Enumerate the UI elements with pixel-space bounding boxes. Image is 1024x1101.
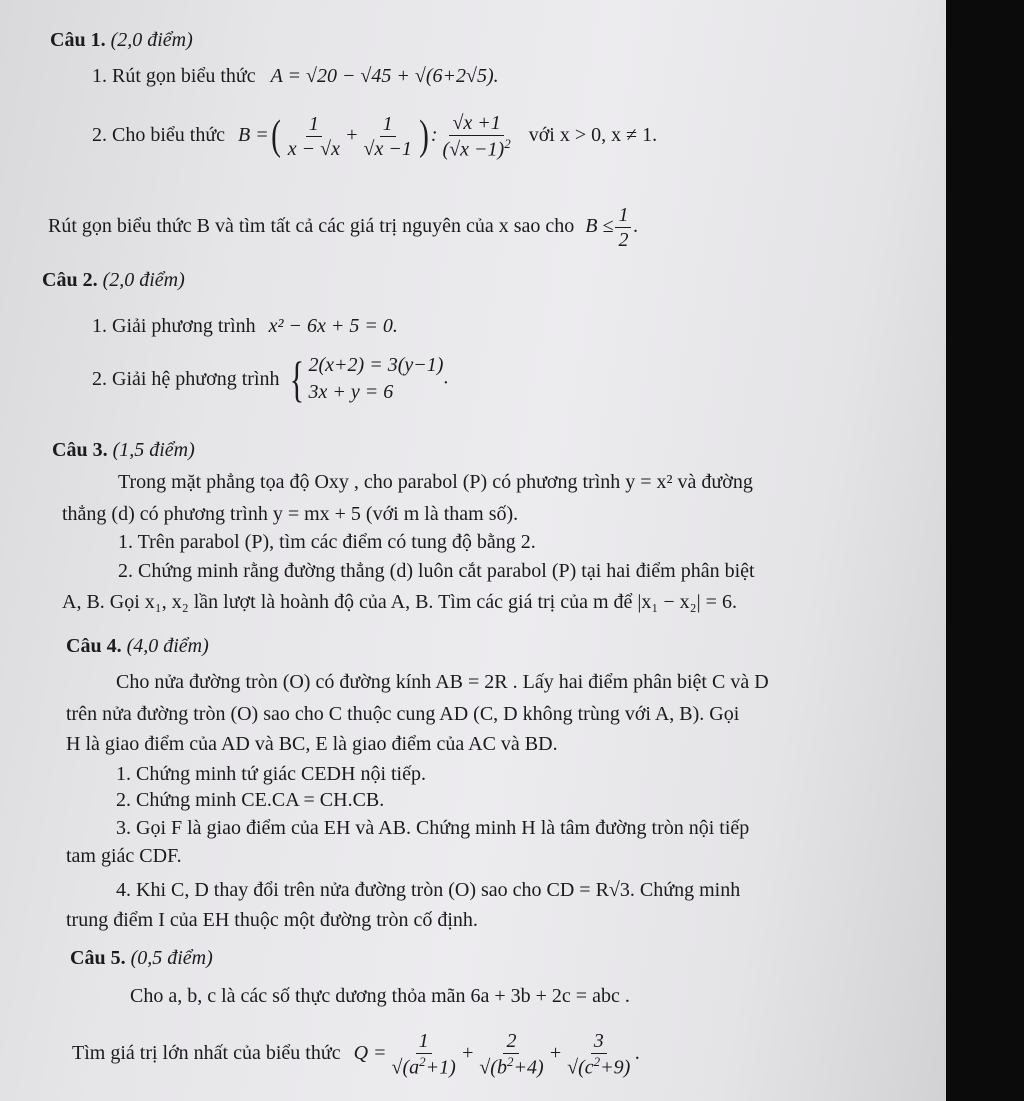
q4-line9: trung điểm I của EH thuộc một đường tròn cố định. [66, 909, 478, 931]
q2-part1: 1. Giải phương trình x² − 6x + 5 = 0. [92, 315, 398, 337]
q5-line1: Cho a, b, c là các số thực dương thỏa mãn 6a + 3b + 2c = abc . [130, 985, 630, 1007]
q2-heading: Câu 2. (2,0 điểm) [42, 269, 185, 291]
q3-line1: Trong mặt phẳng tọa độ Oxy , cho parabol (P) có phương trình y = x² và đường [118, 471, 753, 493]
q1-part1: 1. Rút gọn biểu thức A = √20 − √45 + √(6+2√5). [92, 65, 499, 87]
q3-heading: Câu 3. (1,5 điểm) [52, 439, 195, 461]
q5-formula-q: Q = $\frac{1}{√(a^2+1)}$ + $\frac{2}{√(b^2+4)}$ + $\frac{3}{√(c^2+9)}$ . [353, 1030, 641, 1079]
q1-part2: 2. Cho biểu thức B =( $\frac{1}{x - √x}$ + $\frac{1}{√x -1}$ ) : $\frac{√x +1}{(√x -1)^2}$ với x > 0, x ≠ 1. [92, 112, 658, 161]
q4-line1: Cho nửa đường tròn (O) có đường kính AB = 2R . Lấy hai điểm phân biệt C và D [116, 671, 769, 693]
q5-heading: Câu 5. (0,5 điểm) [70, 947, 213, 969]
equation-system: 2(x+2) = 3(y−1) 3x + y = 6 [308, 354, 444, 403]
q4-line8: 4. Khi C, D thay đổi trên nửa đường tròn (O) sao cho CD = R√3. Chứng minh [116, 879, 741, 901]
q4-line4: 1. Chứng minh tứ giác CEDH nội tiếp. [116, 763, 426, 785]
q4-line5: 2. Chứng minh CE.CA = CH.CB. [116, 789, 385, 811]
q1-part3: Rút gọn biểu thức B và tìm tất cả các giá trị nguyên của x sao cho B ≤ $\frac{1}{2}$ . [48, 204, 639, 251]
q1-formula-a: A = √20 − √45 + √(6+2√5). [270, 65, 499, 87]
q3-line5: A, B. Gọi x₁, x₂ lần lượt là hoành độ của A, B. Tìm các giá trị của m để |x₁ − x₂| = 6. [62, 591, 737, 613]
q1-inequality: B ≤ $\frac{1}{2}$ . [585, 204, 639, 251]
q1-formula-b: B =( $\frac{1}{x - √x}$ + $\frac{1}{√x -1}$ ) : $\frac{√x +1}{(√x -1)^2}$ [238, 112, 511, 161]
q4-heading: Câu 4. (4,0 điểm) [66, 635, 209, 657]
q3-line4: 2. Chứng minh rằng đường thẳng (d) luôn cắt parabol (P) tại hai điểm phân biệt [118, 560, 755, 582]
dark-background-edge [946, 0, 1024, 1101]
q1-heading: Câu 1. (2,0 điểm) [50, 29, 193, 51]
q3-line2: thẳng (d) có phương trình y = mx + 5 (với m là tham số). [62, 503, 519, 525]
q5-line2: Tìm giá trị lớn nhất của biểu thức Q = $\frac{1}{√(a^2+1)}$ + $\frac{2}{√(b^2+4)}$ + $\frac{3}{√(c^2+9)}$ . [72, 1030, 641, 1079]
q4-line6: 3. Gọi F là giao điểm của EH và AB. Chứng minh H là tâm đường tròn nội tiếp [116, 817, 750, 839]
q4-line7: tam giác CDF. [66, 845, 182, 867]
q4-line2: trên nửa đường tròn (O) sao cho C thuộc cung AD (C, D không trùng với A, B). Gọi [66, 703, 740, 725]
q2-part2: 2. Giải hệ phương trình { 2(x+2) = 3(y−1) 3x + y = 6 . [92, 351, 449, 407]
q4-line3: H là giao điểm của AD và BC, E là giao điểm của AC và BD. [66, 733, 558, 755]
q3-line3: 1. Trên parabol (P), tìm các điểm có tung độ bằng 2. [118, 531, 536, 553]
